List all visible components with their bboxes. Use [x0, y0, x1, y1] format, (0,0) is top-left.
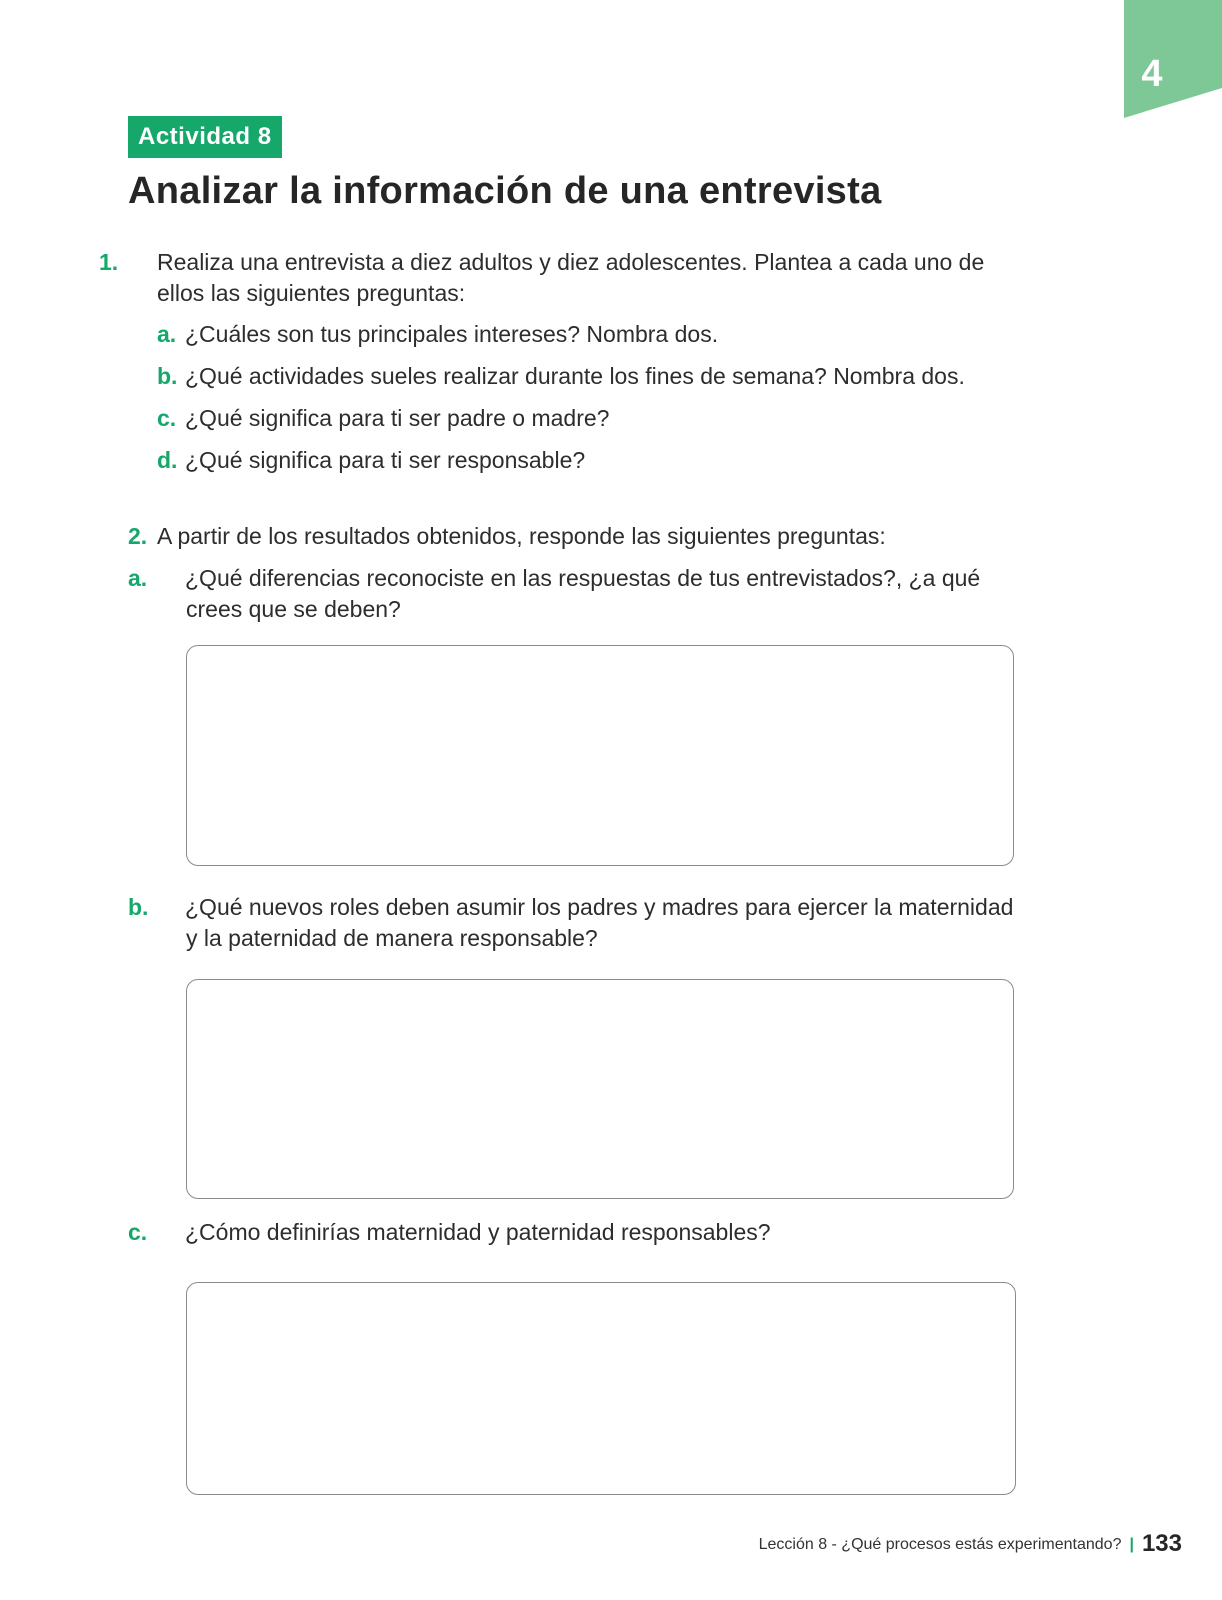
- question-1-text: Realiza una entrevista a diez adultos y diez adolescentes. Plantea a cada uno de ellos las siguientes preguntas:: [157, 249, 985, 306]
- question-2: [128, 521, 1008, 552]
- item-text: ¿Qué nuevos roles deben asumir los padres y madres para ejercer la maternidad y la paternidad de manera responsable?: [185, 894, 1014, 951]
- item-text: ¿Qué diferencias reconociste en las respuestas de tus entrevistados?, ¿a qué crees que se deben?: [185, 565, 981, 622]
- answer-box-b[interactable]: [186, 979, 1014, 1199]
- footer-separator: |: [1129, 1536, 1134, 1553]
- item-text: ¿Cómo definirías maternidad y paternidad responsables?: [185, 1219, 771, 1245]
- question-1: [99, 247, 1037, 309]
- question-2-text: A partir de los resultados obtenidos, responde las siguientes preguntas:: [157, 523, 886, 549]
- item-text: ¿Qué actividades sueles realizar durante los fines de semana? Nombra dos.: [185, 363, 965, 389]
- question-1-item-d: [157, 445, 987, 476]
- question-1-item-c: [157, 403, 987, 434]
- question-2-item-b: [128, 892, 1016, 954]
- item-letter: c.: [128, 1219, 148, 1245]
- answer-box-a[interactable]: [186, 645, 1014, 866]
- question-1-number: 1.: [99, 249, 119, 275]
- item-text: ¿Cuáles son tus principales intereses? Nombra dos.: [185, 321, 719, 347]
- item-letter: d.: [157, 447, 178, 473]
- item-letter: b.: [157, 363, 178, 389]
- page-number: 133: [1141, 1530, 1182, 1557]
- question-1-item-b: [157, 361, 987, 392]
- unit-number: 4: [1141, 53, 1163, 95]
- question-2-item-c: [128, 1217, 1016, 1248]
- page-footer: [759, 1529, 1182, 1560]
- item-text: ¿Qué significa para ti ser responsable?: [185, 447, 586, 473]
- item-text: ¿Qué significa para ti ser padre o madre?: [185, 405, 610, 431]
- item-letter: b.: [128, 894, 149, 920]
- answer-box-c[interactable]: [186, 1282, 1016, 1495]
- item-letter: a.: [128, 565, 148, 591]
- activity-title: Analizar la información de una entrevista: [128, 170, 882, 212]
- activity-badge: Actividad 8: [128, 116, 282, 158]
- question-2-item-a: [128, 563, 1016, 625]
- item-letter: a.: [157, 321, 177, 347]
- lesson-title: Lección 8 - ¿Qué procesos estás experimentando?: [758, 1536, 1122, 1553]
- question-2-number: 2.: [128, 523, 148, 549]
- question-1-item-a: [157, 319, 987, 350]
- item-letter: c.: [157, 405, 177, 431]
